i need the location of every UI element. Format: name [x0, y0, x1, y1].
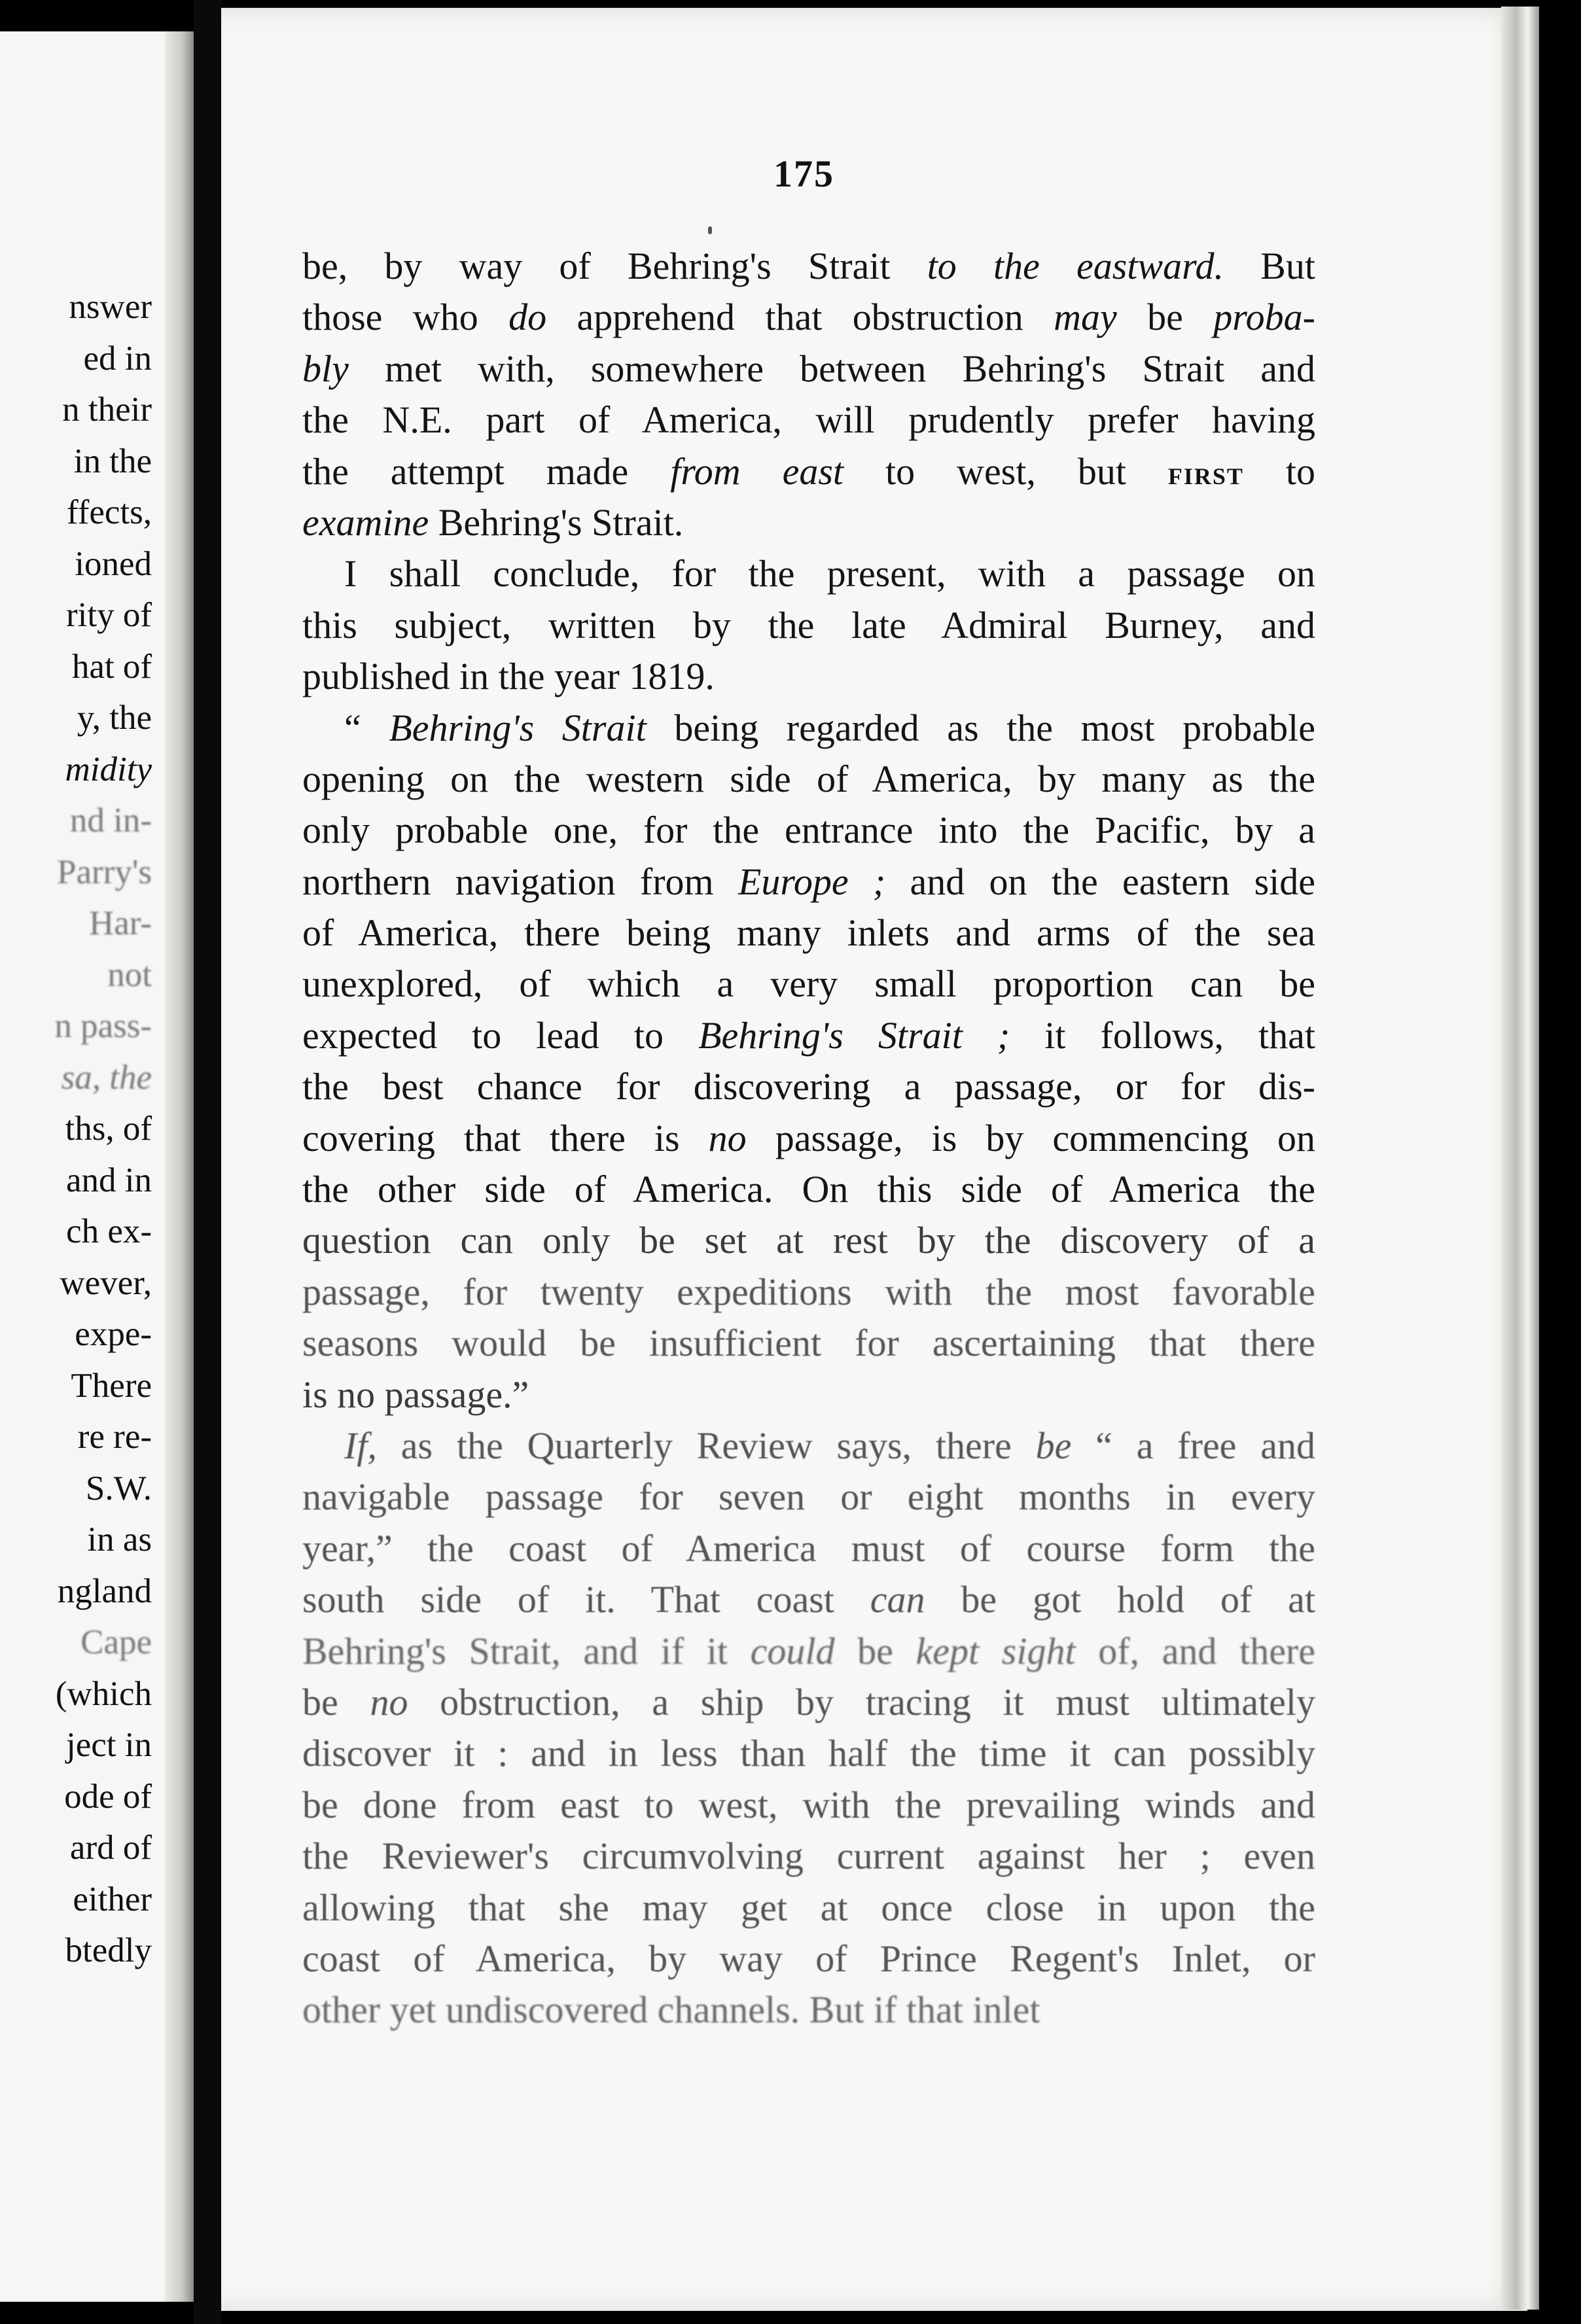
italic-run: Behring's Strait: [389, 706, 647, 749]
text-run: this subject, written by the late Admiral Burney, and: [302, 603, 1315, 646]
text-line: [302, 959, 1315, 1010]
paragraph-1: [302, 241, 1315, 548]
text-line: [302, 1574, 1315, 1625]
text-run: be got hold of at: [925, 1578, 1315, 1621]
facing-page-line: not: [107, 955, 152, 994]
text-line: [302, 600, 1315, 651]
facing-page-line: ard of: [69, 1829, 152, 1867]
facing-page-line: wever,: [60, 1263, 152, 1302]
italic-run: no: [370, 1680, 408, 1723]
text-run: the best chance for discovering a passage, or for dis-: [302, 1065, 1315, 1108]
small-caps-run: first: [1167, 454, 1244, 492]
facing-page-line: n pass-: [54, 1007, 152, 1045]
facing-page-line: nswer: [69, 288, 152, 326]
italic-run: from east: [670, 449, 844, 493]
text-run: those who: [302, 296, 509, 339]
italic-run: Behring's Strait ;: [698, 1013, 1010, 1057]
text-run: coast of America, by way of Prince Regent's Inlet, or: [302, 1937, 1315, 1980]
paragraph-3-quotation: [302, 703, 1315, 1420]
text-run: published in the year 1819.: [302, 655, 715, 698]
facing-page-line: ffects,: [67, 493, 152, 531]
text-run: discover it : and in less than half the time it can possibly: [302, 1732, 1315, 1775]
text-run: navigable passage for seven or eight months in every: [302, 1475, 1315, 1519]
text-run: be, by way of Behring's Strait: [302, 245, 927, 287]
facing-page-line: midity: [65, 750, 152, 788]
text-line: [302, 343, 1315, 395]
text-line: [302, 1780, 1315, 1831]
facing-page-line: ioned: [75, 544, 152, 583]
text-line: [302, 1984, 1315, 2035]
text-line: [302, 1369, 1315, 1420]
facing-page-line: S.W.: [85, 1469, 152, 1507]
text-run: is no passage.”: [302, 1373, 529, 1416]
ink-mark: [708, 226, 712, 234]
italic-run: examine: [302, 501, 429, 544]
text-run: met with, somewhere between Behring's Strait and: [348, 347, 1315, 390]
text-run: Behring's Strait.: [429, 501, 684, 544]
facing-page-line: sa, the: [61, 1058, 152, 1097]
text-line: [302, 497, 1315, 548]
facing-page-line: ed in: [83, 339, 152, 378]
facing-page-line: re re-: [77, 1418, 152, 1456]
italic-run: If,: [344, 1424, 377, 1467]
facing-page-line: ode of: [64, 1777, 152, 1816]
facing-page-line: btedly: [65, 1931, 152, 1969]
facing-page-line: and in: [66, 1161, 152, 1199]
italic-run: may: [1054, 296, 1117, 339]
text-run: apprehend that obstruction: [546, 296, 1054, 339]
facing-page-line: Parry's: [57, 853, 152, 891]
page-edge-stack: [1501, 7, 1539, 2310]
text-line: [302, 1318, 1315, 1369]
text-line: [302, 805, 1315, 856]
text-line: [302, 754, 1315, 805]
page-number: 175: [773, 152, 834, 195]
text-run: the other side of America. On this side of America the: [302, 1168, 1315, 1211]
text-line: [302, 703, 1315, 754]
text-run: to: [1243, 449, 1315, 493]
facing-page-line: expe-: [75, 1315, 152, 1353]
facing-page-line: rity of: [66, 596, 152, 634]
facing-page-line: in the: [73, 442, 152, 480]
text-run: Behring's Strait, and if it: [302, 1629, 751, 1672]
text-run: it follows, that: [1010, 1013, 1316, 1057]
italic-run: no: [708, 1116, 747, 1159]
text-line: [302, 1061, 1315, 1112]
facing-page-line: y, the: [77, 699, 152, 737]
text-run: But: [1224, 245, 1315, 287]
text-run: south side of it. That coast: [302, 1578, 870, 1621]
text-run: allowing that she may get at once close in upon the: [302, 1886, 1315, 1929]
text-line: [302, 1523, 1315, 1574]
text-line: [302, 1728, 1315, 1779]
text-run: the Reviewer's circumvolving current against her ; even: [302, 1835, 1315, 1878]
text-line: [302, 292, 1315, 343]
facing-page-line: ject in: [66, 1726, 152, 1764]
text-line: [302, 1831, 1315, 1882]
text-run: be: [302, 1680, 370, 1723]
facing-page-line: (which: [55, 1674, 152, 1713]
text-run: the N.E. part of America, will prudently prefer having: [302, 398, 1315, 442]
text-run: expected to lead to: [302, 1013, 699, 1057]
text-run: the attempt made: [302, 449, 671, 493]
facing-page-left: [0, 31, 194, 2302]
book-spine-gap: [194, 0, 221, 2324]
italic-run: to the eastward.: [927, 245, 1224, 287]
text-run: being regarded as the most probable: [646, 706, 1315, 749]
text-run: to west, but: [844, 449, 1168, 493]
text-line: [302, 1267, 1315, 1318]
text-run: of America, there being many inlets and arms of the sea: [302, 911, 1315, 955]
facing-page-line: in as: [87, 1521, 152, 1558]
text-run: be: [834, 1629, 916, 1672]
text-line: [302, 446, 1315, 497]
text-run: question can only be set at rest by the discovery of a: [302, 1219, 1315, 1262]
italic-run: kept sight: [915, 1629, 1076, 1672]
text-run: be done from east to west, with the prevailing winds and: [302, 1783, 1315, 1826]
paragraph-4: [302, 1420, 1315, 2036]
text-line: [302, 651, 1315, 702]
text-run: other yet undiscovered channels. But if that inlet: [302, 1988, 1040, 2032]
text-run: obstruction, a ship by tracing it must ultimately: [408, 1680, 1315, 1723]
text-run: “: [344, 706, 389, 749]
text-line: [302, 1420, 1315, 1471]
facing-page-line: either: [73, 1880, 152, 1918]
text-run: as the Quarterly Review says, there: [376, 1424, 1036, 1467]
italic-run: Europe ;: [737, 860, 886, 903]
text-line: [302, 1010, 1315, 1061]
text-line: [302, 1882, 1315, 1933]
text-line: [302, 395, 1315, 446]
text-run: northern navigation from: [302, 860, 738, 903]
text-run: “ a free and: [1071, 1424, 1315, 1467]
italic-run: proba-: [1213, 296, 1315, 339]
facing-page-line: Har-: [88, 904, 152, 942]
page-body-text: [302, 241, 1315, 2036]
text-run: seasons would be insufficient for ascertaining that there: [302, 1322, 1315, 1365]
text-line: [302, 241, 1315, 292]
text-line: [302, 1471, 1315, 1523]
facing-page-line: hat of: [71, 647, 152, 686]
italic-run: bly: [302, 347, 349, 390]
text-run: passage, for twenty expeditions with the most favorable: [302, 1270, 1315, 1313]
facing-page-line: nd in-: [69, 801, 152, 839]
text-line: [302, 1677, 1315, 1728]
text-run: unexplored, of which a very small proportion can be: [302, 962, 1315, 1006]
paragraph-2: [302, 548, 1315, 702]
text-line: [302, 1626, 1315, 1677]
facing-page-line: n their: [62, 391, 152, 429]
text-run: be: [1116, 296, 1214, 339]
facing-page-line: Cape: [80, 1623, 152, 1661]
text-run: opening on the western side of America, by many as the: [302, 757, 1315, 800]
facing-page-line: ngland: [57, 1572, 152, 1610]
text-run: only probable one, for the entrance into the Pacific, by a: [302, 809, 1315, 852]
text-run: year,” the coast of America must of course form the: [302, 1526, 1315, 1570]
text-line: [302, 1215, 1315, 1266]
facing-page-line: ths, of: [65, 1110, 152, 1148]
text-run: covering that there is: [302, 1116, 709, 1159]
italic-run: could: [750, 1629, 835, 1672]
italic-run: can: [870, 1578, 925, 1621]
text-line: [302, 1933, 1315, 1984]
text-line: [302, 856, 1315, 907]
facing-page-line: There: [71, 1366, 152, 1405]
text-run: of, and there: [1075, 1629, 1315, 1672]
text-line: [302, 907, 1315, 959]
text-line: [302, 548, 1315, 599]
text-run: and on the eastern side: [885, 860, 1315, 903]
italic-run: do: [508, 296, 547, 339]
left-page-gutter: [165, 31, 194, 2302]
facing-page-text: [54, 281, 152, 1977]
facing-page-line: ch ex-: [66, 1212, 152, 1250]
text-line: [302, 1164, 1315, 1215]
text-run: I shall conclude, for the present, with a passage on: [344, 552, 1315, 595]
text-run: passage, is by commencing on: [746, 1116, 1315, 1159]
italic-run: be: [1035, 1424, 1072, 1467]
text-line: [302, 1113, 1315, 1164]
